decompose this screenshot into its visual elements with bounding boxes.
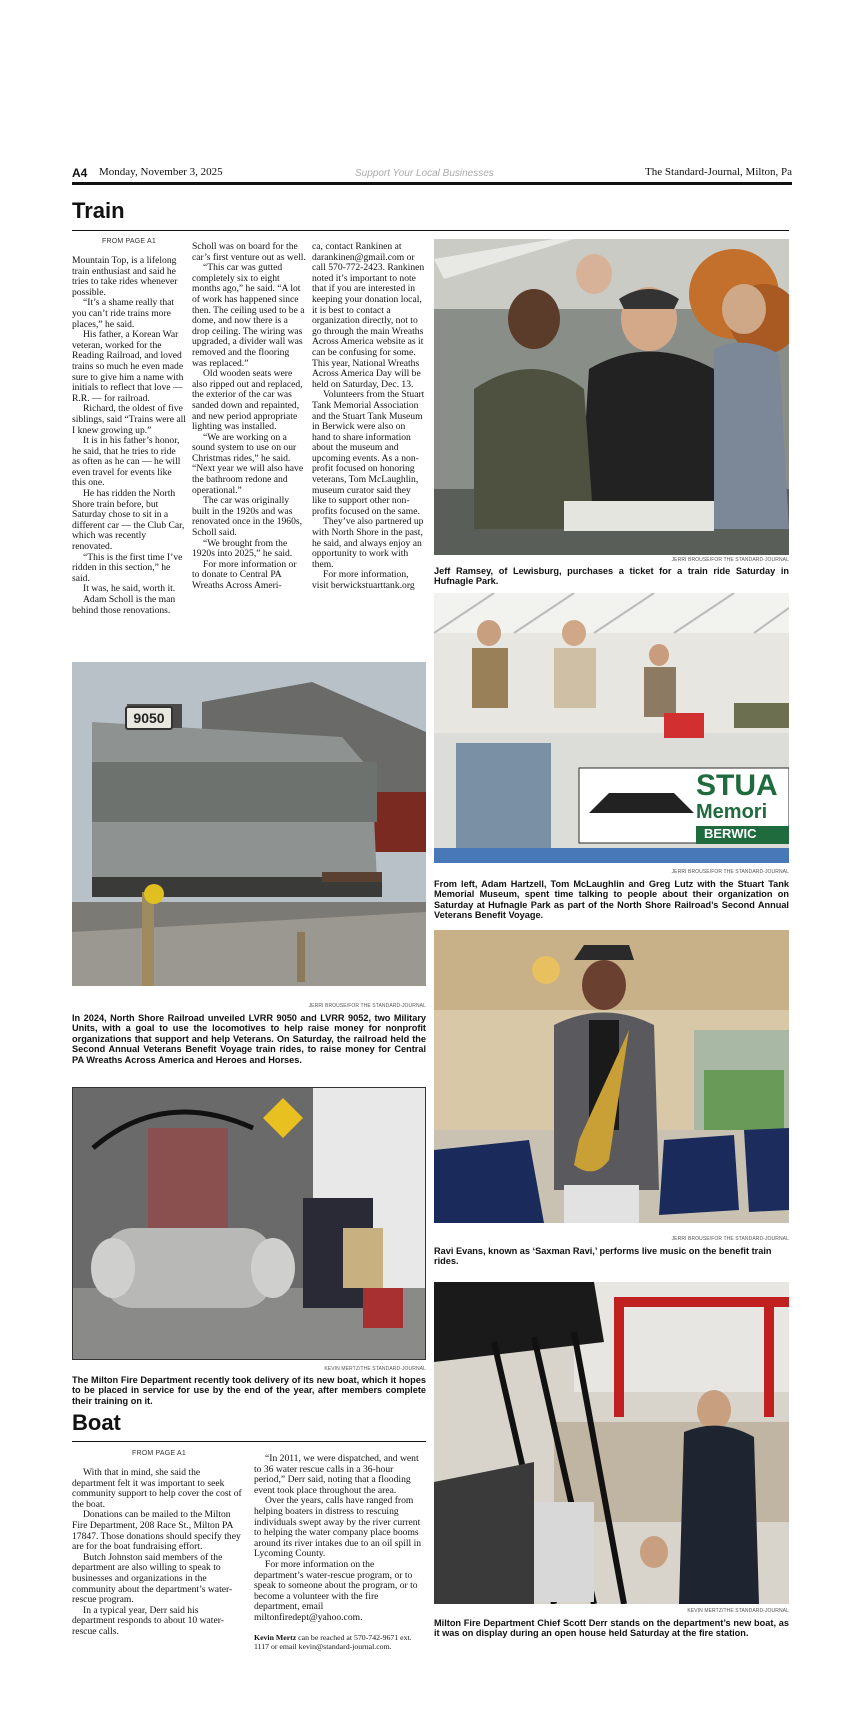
boat-headline-rule [72, 1441, 426, 1442]
paragraph: “This is the first time I’ve ridden in this section,” he said. [72, 551, 183, 584]
paragraph: ca, contact Rankinen at darankinen@gmail.com or call 570-772-2423. Rankinen noted it’s important to note that if you are interested in keeping your donation local, it is best to contact a organization directly, not to go through the main Wreaths Across America website as it can be confusing for some. This year, National Wreaths Across America Day will be held on Saturday, Dec. 13. [312, 241, 425, 390]
photo-rescue-boat [72, 1087, 426, 1360]
paragraph: It is in his father’s honor, he said, that he tries to ride as often as he can — he will even travel for events like this one. [72, 435, 181, 489]
photo-credit: KEVIN MERTZ/THE STANDARD-JOURNAL [687, 1608, 789, 1614]
header-slogan: Support Your Local Businesses [355, 168, 494, 179]
paragraph: He has ridden the North Shore train before, but Saturday chose to sit in a different car — the Club Car, which was recently renovated. [72, 488, 185, 553]
newspaper-name: The Standard-Journal, Milton, Pa [645, 166, 792, 178]
photo-fire-chief [434, 1282, 789, 1604]
paragraph: For more information on the department’s water-rescue program, or to speak to someone about the program, or to become a volunteer with the fire department, email miltonfiredept@yahoo.com. [254, 1558, 418, 1623]
page-number: A4 [72, 166, 88, 180]
author-tagline [254, 1633, 426, 1651]
paragraph: It was, he said, worth it. [83, 583, 176, 595]
paragraph: Adam Scholl is the man behind those renovations. [72, 594, 176, 616]
train-column-1 [72, 256, 186, 616]
paragraph: “It’s a shame really that you can’t ride trains more places,” he said. [72, 297, 175, 330]
paragraph: For more information, visit berwickstuarttank.org [312, 569, 415, 591]
boat-jump-line: FROM PAGE A1 [132, 1450, 187, 1457]
paragraph: Mountain Top, is a lifelong train enthusiast and said he tries to take rides whenever possible. [72, 255, 178, 298]
boat-column-2 [254, 1454, 426, 1624]
paragraph: Butch Johnston said members of the department are also willing to speak to businesses and organizations in the community about the department’s water-rescue program. [72, 1551, 233, 1606]
paragraph: “We are working on a sound system to use on our Christmas rides,” he said. “Next year we will also have the bathroom redone and operational.” [192, 431, 304, 496]
paragraph: “This car was gutted completely six to eight months ago,” he said. “A lot of work has happened since then. The ceiling used to be a dome, and now there is a drop ceiling. The wiring was upgraded, a divider wall was removed and the flooring was replaced.” [192, 262, 305, 369]
photo-caption: The Milton Fire Department recently took delivery of its new boat, which it hopes to be placed in service for use by the end of the year, after members complete their training on it. [72, 1375, 426, 1406]
paragraph: Old wooden seats were also ripped out and replaced, the exterior of the car was sanded down and repainted, and new period appropriate lighting was installed. [192, 368, 303, 433]
banner-berwick-text: BERWIC [696, 826, 789, 844]
paragraph: Donations can be mailed to the Milton Fire Department, 208 Race St., Milton PA 17847. Those donations should specify they are for the boat fundraising effort. [72, 1509, 241, 1553]
photo-caption: Jeff Ramsey, of Lewisburg, purchases a ticket for a train ride Saturday in Hufnagle Park. [434, 566, 789, 587]
paragraph: The car was originally built in the 1920s and was renovated once in the 1960s, Scholl said. [192, 495, 303, 539]
photo-caption: In 2024, North Shore Railroad unveiled LVRR 9050 and LVRR 9052, two Military Units, with a goal to use the locomotives to help raise money for nonprofit organizations that support and help Veterans. On Saturday, the railroad held the Second Annual Veterans Benefit Voyage train rides, to raise money for Central PA Wreaths Across America and Heroes and Horses. [72, 1013, 426, 1065]
photo-caption: Milton Fire Department Chief Scott Derr stands on the department’s new boat, as it was on display during an open house held Saturday at the fire station. [434, 1618, 789, 1639]
photo-ticket-purchase [434, 239, 789, 555]
photo-credit: KEVIN MERTZ/THE STANDARD-JOURNAL [324, 1366, 426, 1372]
paragraph: “In 2011, we were dispatched, and went to 36 water rescue calls in a 36-hour period,” Derr said, noting that a flooding event took place throughout the area. [254, 1453, 419, 1496]
photo-stuart-tank-booth [434, 593, 789, 863]
boat-headline: Boat [72, 1410, 121, 1435]
author-name: Kevin Mertz [254, 1633, 297, 1642]
photo-credit: JERRI BROUSE/FOR THE STANDARD-JOURNAL [671, 1236, 789, 1242]
paragraph: Over the years, calls have ranged from helping boaters in distress to rescuing individuals swept away by the river current to helping the water company place booms around its river intakes due to an oil spill in Lycoming County. [254, 1495, 422, 1560]
paragraph: With that in mind, she said the department felt it was important to seek community support to help cover the cost of the boat. [72, 1467, 242, 1510]
train-column-2 [192, 242, 306, 592]
paragraph: For more information or to donate to Central PA Wreaths Across Ameri- [192, 558, 297, 591]
paragraph: In a typical year, Derr said his department responds to about 10 water-rescue calls. [72, 1604, 224, 1637]
author-contact: can be reached at 570-742-9671 ext. 1117 or email kevin@standard-journal.com. [254, 1633, 412, 1651]
paragraph: Richard, the oldest of five siblings, said “Trains were all I knew growing up.” [72, 403, 186, 436]
locomotive-number-plate: 9050 [125, 706, 173, 730]
banner-stuart-text: STUA [696, 769, 778, 802]
train-column-3 [312, 242, 426, 592]
boat-column-1 [72, 1468, 242, 1638]
paragraph: They’ve also partnered up with North Shore in the past, he said, and always enjoy an opportunity to work with them. [312, 516, 424, 570]
train-headline-rule [72, 230, 789, 231]
issue-date: Monday, November 3, 2025 [99, 166, 223, 178]
photo-caption: Ravi Evans, known as ‘Saxman Ravi,’ performs live music on the benefit train rides. [434, 1246, 772, 1267]
photo-credit: JERRI BROUSE/FOR THE STANDARD-JOURNAL [671, 869, 789, 875]
header-rule [72, 182, 792, 185]
paragraph: Scholl was on board for the car’s first venture out as well. [192, 241, 306, 263]
paragraph: Volunteers from the Stuart Tank Memorial Association and the Stuart Tank Museum in Berwick were also on hand to share information about the museum and upcoming events. As a non-profit focused on honoring veterans, Tom McLaughlin, museum curator said they like to support other non-profits focused on the same. [312, 389, 425, 517]
photo-caption: From left, Adam Hartzell, Tom McLaughlin and Greg Lutz with the Stuart Tank Memorial Museum, spent time talking to people about their organization on Saturday at Hufnagle Park as part of the North Shore Railroad’s Second Annual Veterans Benefit Voyage. [434, 879, 789, 921]
train-headline: Train [72, 198, 125, 223]
photo-credit: JERRI BROUSE/FOR THE STANDARD-JOURNAL [308, 1003, 426, 1009]
paragraph: His father, a Korean War veteran, worked for the Reading Railroad, and loved trains so much he even made sure to give him a name with initials to reflect that love — R.R. — for railroad. [72, 329, 184, 404]
train-jump-line: FROM PAGE A1 [102, 238, 157, 245]
photo-credit: JERRI BROUSE/FOR THE STANDARD-JOURNAL [671, 557, 789, 563]
photo-saxophonist [434, 930, 789, 1223]
banner-memorial-text: Memori [696, 801, 768, 823]
paragraph: “We brought from the 1920s into 2025,” he said. [192, 537, 293, 560]
photo-locomotive [72, 662, 426, 986]
